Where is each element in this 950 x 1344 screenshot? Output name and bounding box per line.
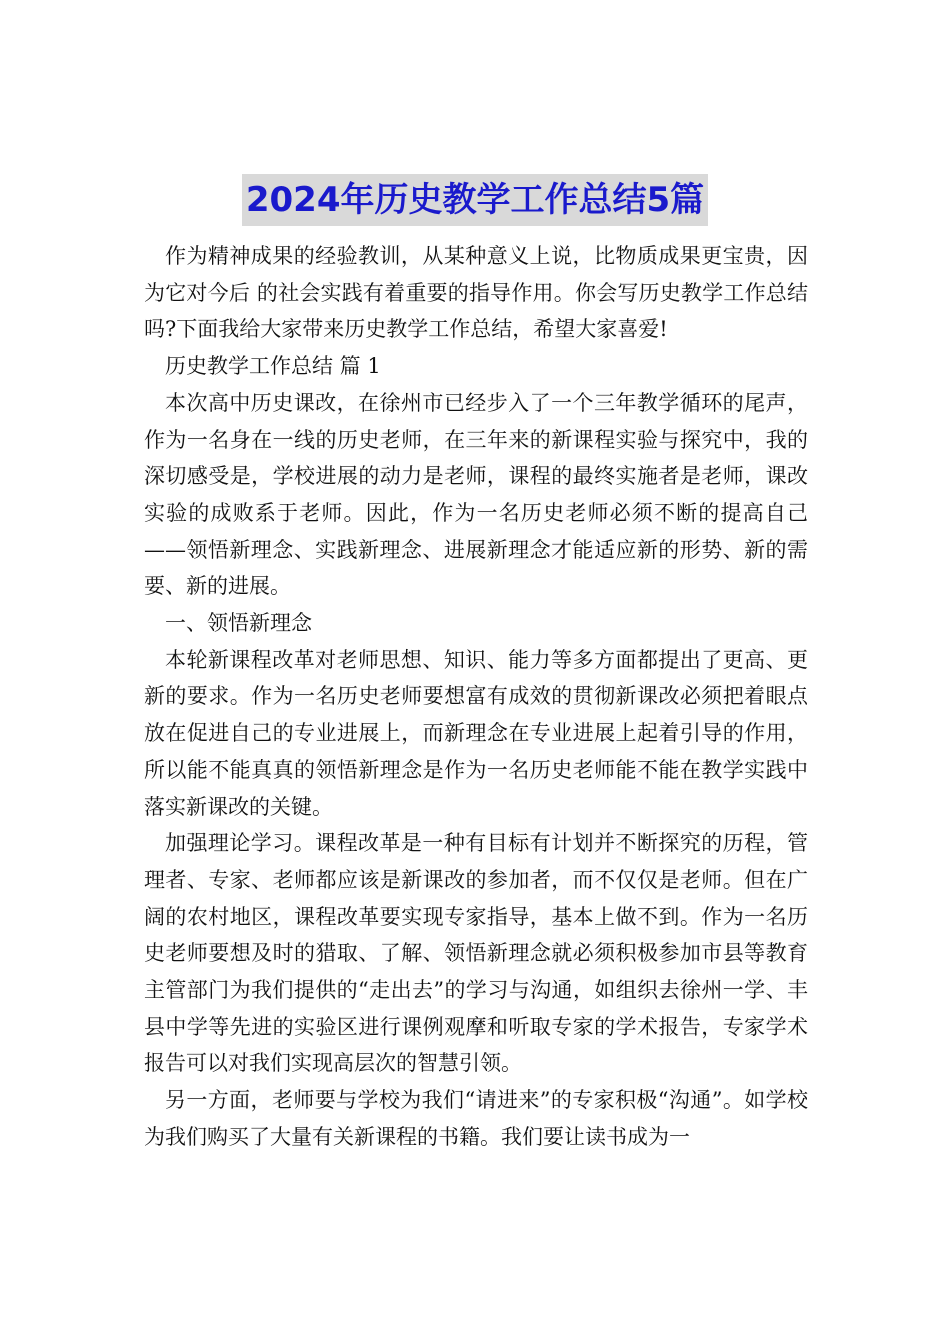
intro-paragraph: 作为精神成果的经验教训，从某种意义上说，比物质成果更宝贵，因为它对今后 的社会实践有着重要的指导作用。你会写历史教学工作总结吗?下面我给大家带来历史教学工作总结，希望大家喜爱! (144, 244, 808, 342)
document-title: 2024年历史教学工作总结5篇 (242, 174, 708, 226)
body-paragraph: 加强理论学习。课程改革是一种有目标有计划并不断探究的历程，管理者、专家、老师都应该是新课改的参加者，而不仅仅是老师。但在广阔的农村地区，课程改革要实现专家指导，基本上做不到。作为一名历史老师要想及时的猎取、了解、领悟新理念就必须积极参加市县等教育主管部门为我们提供的“走出去”的学习与沟通，如组织去徐州一学、丰县中学等先进的实验区进行课例观摩和听取专家的学术报告，专家学术报告可以对我们实现高层次的智慧引领。 (144, 831, 808, 1076)
body-paragraph: 另一方面，老师要与学校为我们“请进来”的专家积极“沟通”。如学校为我们购买了大量有关新课程的书籍。我们要让读书成为一 (144, 1088, 808, 1149)
body-paragraph: 本次高中历史课改，在徐州市已经步入了一个三年教学循环的尾声， 作为一名身在一线的历史老师，在三年来的新课程实验与探究中，我的深切感受是，学校进展的动力是老师，课程的最终实施者是老师，课改实验的成败系于老师。因此，作为一名历史老师必须不断的提高自己——领悟新理念、实践新理念、进展新理念才能适应新的形势、新的需要、新的进展。 (144, 390, 808, 599)
body-paragraph: 本轮新课程改革对老师思想、知识、能力等多方面都提出了更高、更新的要求。作为一名历史老师要想富有成效的贯彻新课改必须把着眼点放在促进自己的专业进展上，而新理念在专业进展上起着引导的作用，所以能不能真真的领悟新理念是作为一名历史老师能不能在教学实践中落实新课改的关键。 (144, 647, 808, 819)
section-heading: 历史教学工作总结 篇 1 (165, 354, 381, 379)
subsection-heading: 一、领悟新理念 (165, 611, 312, 636)
document-title-wrap (0, 174, 950, 232)
document-body (144, 238, 808, 1156)
